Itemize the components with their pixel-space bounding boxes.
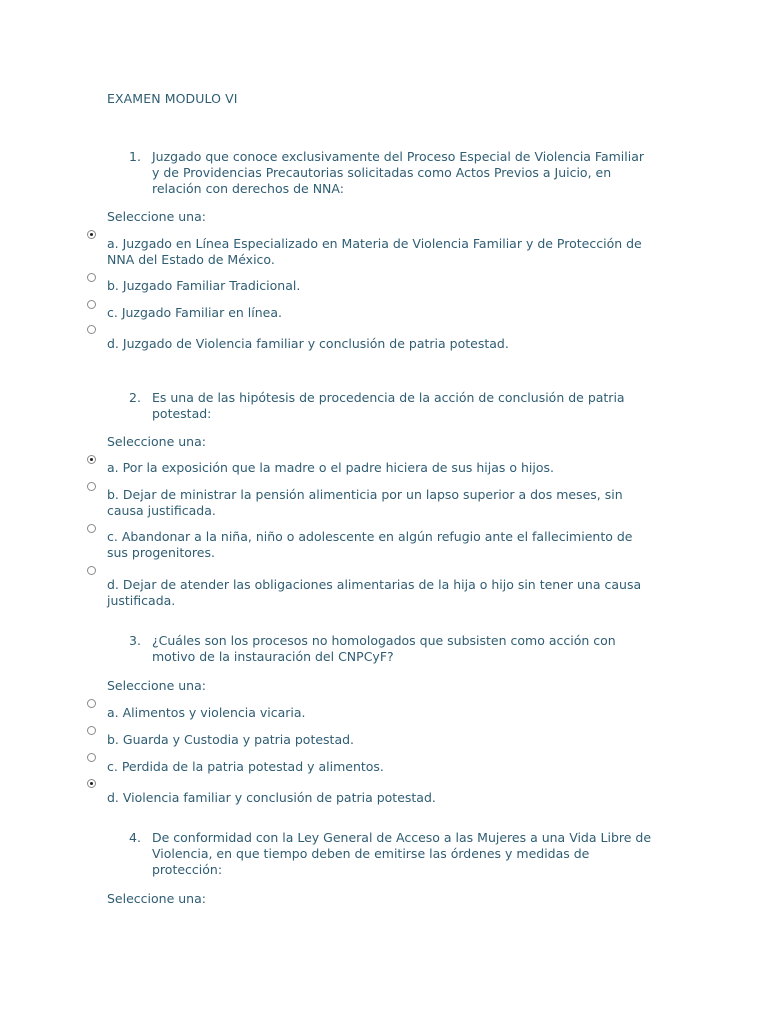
question-3-option-b-radio[interactable] bbox=[87, 726, 96, 735]
question-1-option-b-label[interactable]: b. Juzgado Familiar Tradicional. bbox=[107, 278, 301, 293]
question-2-option-a-radio[interactable] bbox=[87, 455, 96, 464]
question-2-option-a-label[interactable]: a. Por la exposición que la madre o el padre hiciera de sus hijas o hijos. bbox=[107, 460, 554, 475]
question-3-option-a-radio[interactable] bbox=[87, 699, 96, 708]
question-2-select-prompt: Seleccione una: bbox=[107, 434, 206, 449]
question-3-option-d-radio[interactable] bbox=[87, 779, 96, 788]
question-2-option-b-label[interactable]: b. Dejar de ministrar la pensión alimenticia por un lapso superior a dos meses, sin causa justificada. bbox=[107, 487, 623, 518]
question-2-number: 2. bbox=[129, 390, 141, 405]
question-2-option-c-label[interactable]: c. Abandonar a la niña, niño o adolescente en algún refugio ante el fallecimiento de sus progenitores. bbox=[107, 529, 633, 560]
question-1-option-a-label[interactable]: a. Juzgado en Línea Especializado en Materia de Violencia Familiar y de Protección de NNA del Estado de México. bbox=[107, 236, 642, 267]
question-3-option-d-label[interactable]: d. Violencia familiar y conclusión de patria potestad. bbox=[107, 790, 436, 805]
exam-title: EXAMEN MODULO VI bbox=[107, 91, 238, 106]
question-1-option-d-radio[interactable] bbox=[87, 325, 96, 334]
question-2-option-b-radio[interactable] bbox=[87, 482, 96, 491]
question-1-text: Juzgado que conoce exclusivamente del Proceso Especial de Violencia Familiar y de Providencias Precautorias solicitadas como Actos Previos a Juicio, en relación con derechos de NNA: bbox=[152, 149, 645, 196]
question-1-option-b-radio[interactable] bbox=[87, 273, 96, 282]
question-3-option-a-label[interactable]: a. Alimentos y violencia vicaria. bbox=[107, 705, 306, 720]
question-1-option-a-radio[interactable] bbox=[87, 230, 96, 239]
question-3-number: 3. bbox=[129, 633, 141, 648]
question-1-option-c-radio[interactable] bbox=[87, 300, 96, 309]
question-1-option-d-label[interactable]: d. Juzgado de Violencia familiar y conclusión de patria potestad. bbox=[107, 336, 509, 351]
question-3-option-c-radio[interactable] bbox=[87, 753, 96, 762]
question-3-option-c-label[interactable]: c. Perdida de la patria potestad y alimentos. bbox=[107, 759, 384, 774]
question-1-select-prompt: Seleccione una: bbox=[107, 209, 206, 224]
question-2-text: Es una de las hipótesis de procedencia de la acción de conclusión de patria potestad: bbox=[152, 390, 625, 421]
question-3-select-prompt: Seleccione una: bbox=[107, 678, 206, 693]
question-2-option-c-radio[interactable] bbox=[87, 524, 96, 533]
question-1-option-c-label[interactable]: c. Juzgado Familiar en línea. bbox=[107, 305, 282, 320]
question-2-option-d-label[interactable]: d. Dejar de atender las obligaciones alimentarias de la hija o hijo sin tener una causa justificada. bbox=[107, 577, 642, 608]
question-1-number: 1. bbox=[129, 149, 141, 164]
question-3-text: ¿Cuáles son los procesos no homologados que subsisten como acción con motivo de la instauración del CNPCyF? bbox=[152, 633, 616, 664]
question-4-select-prompt: Seleccione una: bbox=[107, 891, 206, 906]
question-2-option-d-radio[interactable] bbox=[87, 566, 96, 575]
question-4-text: De conformidad con la Ley General de Acceso a las Mujeres a una Vida Libre de Violencia, en que tiempo deben de emitirse las órdenes y medidas de protección: bbox=[152, 830, 652, 877]
question-4-number: 4. bbox=[129, 830, 141, 845]
question-3-option-b-label[interactable]: b. Guarda y Custodia y patria potestad. bbox=[107, 732, 355, 747]
